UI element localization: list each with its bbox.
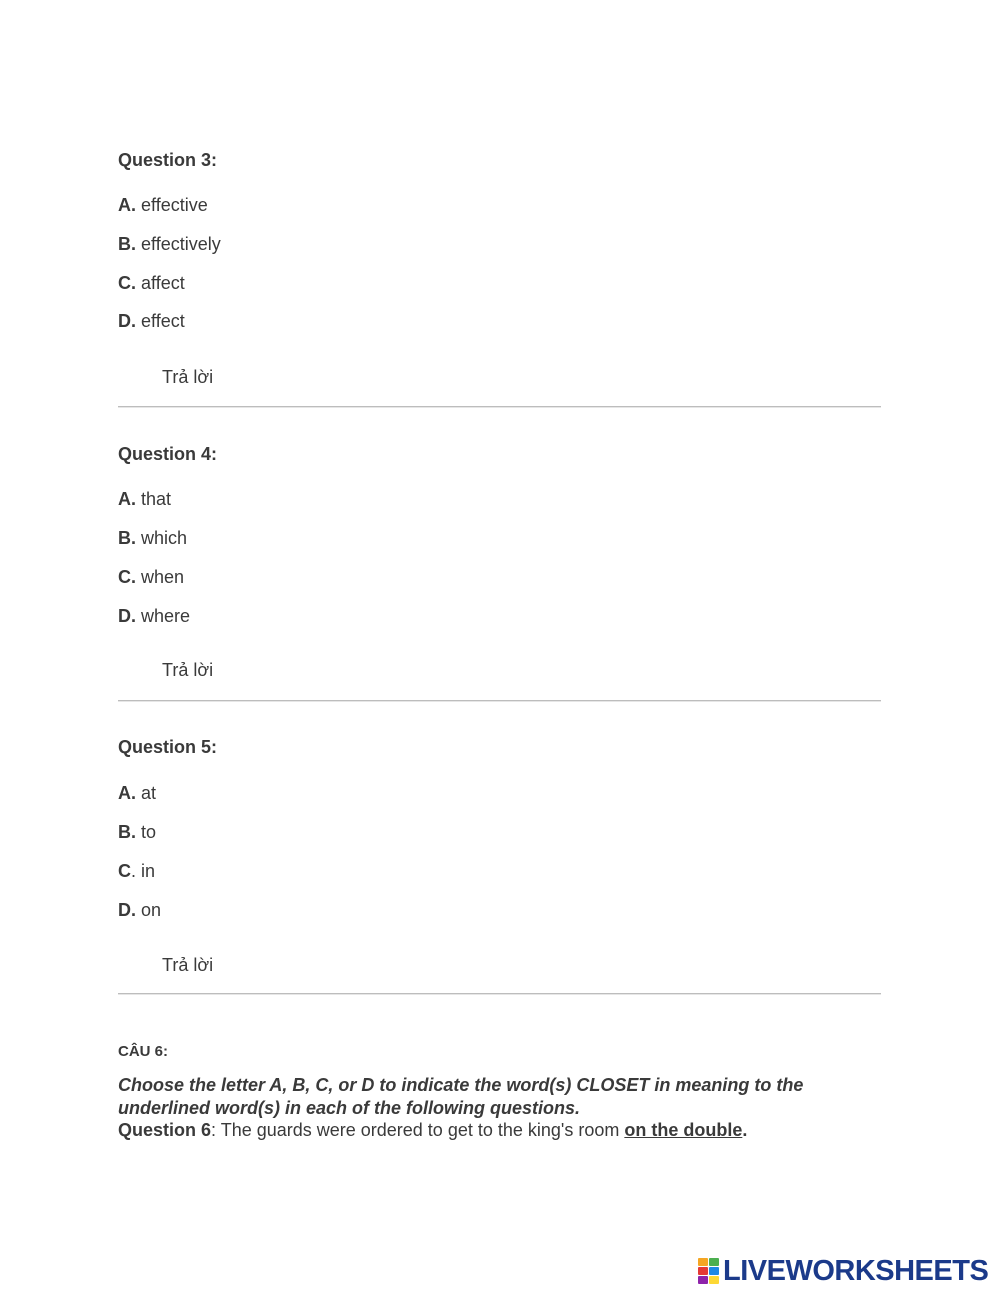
option-letter: A. bbox=[118, 489, 136, 509]
option-a[interactable] bbox=[118, 195, 208, 216]
divider bbox=[118, 700, 881, 702]
option-text: affect bbox=[136, 273, 185, 293]
question-title: Question 3: bbox=[118, 150, 218, 170]
logo-block bbox=[698, 1267, 708, 1275]
option-text: . in bbox=[131, 861, 156, 881]
option-text: which bbox=[136, 528, 188, 548]
option-letter: B. bbox=[118, 234, 136, 254]
logo-block bbox=[709, 1267, 719, 1275]
question-6-text: : The guards were ordered to get to the king's room bbox=[211, 1120, 625, 1140]
question-title: Question 5: bbox=[118, 737, 218, 757]
option-text: to bbox=[136, 822, 157, 842]
option-text: that bbox=[136, 489, 172, 509]
option-letter: D. bbox=[118, 900, 136, 920]
option-letter: D. bbox=[118, 606, 136, 626]
liveworksheets-logo bbox=[698, 1256, 988, 1286]
option-text: on bbox=[136, 900, 162, 920]
logo-text: LIVEWORKSHEETS bbox=[723, 1255, 989, 1287]
answer-field[interactable]: Trả lời bbox=[162, 955, 214, 975]
logo-block bbox=[698, 1276, 708, 1284]
answer-field[interactable]: Trả lời bbox=[162, 660, 214, 680]
underlined-phrase: on the double bbox=[624, 1120, 743, 1140]
option-d[interactable] bbox=[118, 606, 190, 627]
option-letter: A. bbox=[118, 783, 136, 803]
logo-block bbox=[698, 1258, 708, 1266]
option-a[interactable] bbox=[118, 783, 156, 804]
option-d[interactable] bbox=[118, 311, 185, 332]
option-letter: C bbox=[118, 861, 131, 881]
option-text: at bbox=[136, 783, 157, 803]
option-text: effect bbox=[136, 311, 185, 331]
logo-block bbox=[709, 1258, 719, 1266]
option-a[interactable] bbox=[118, 489, 171, 510]
answer-field[interactable]: Trả lời bbox=[162, 367, 214, 387]
divider bbox=[118, 993, 881, 995]
option-letter: D. bbox=[118, 311, 136, 331]
option-letter: B. bbox=[118, 822, 136, 842]
option-b[interactable] bbox=[118, 234, 221, 255]
question-title: Question 4: bbox=[118, 444, 218, 464]
divider bbox=[118, 406, 881, 408]
option-c[interactable] bbox=[118, 273, 185, 294]
option-text: where bbox=[136, 606, 191, 626]
instruction-text: Choose the letter A, B, C, or D to indicate the word(s) CLOSET in meaning to the underlined word(s) in each of the following questions. bbox=[118, 1075, 804, 1118]
question-6-label: Question 6 bbox=[118, 1120, 212, 1140]
logo-block bbox=[709, 1276, 719, 1284]
question-6-line bbox=[118, 1120, 747, 1141]
cau-6-label: CÂU 6: bbox=[118, 1043, 169, 1060]
option-b[interactable] bbox=[118, 822, 156, 843]
option-letter: C. bbox=[118, 273, 136, 293]
option-letter: B. bbox=[118, 528, 136, 548]
option-letter: C. bbox=[118, 567, 136, 587]
option-text: effective bbox=[136, 195, 208, 215]
question-6-end: . bbox=[742, 1120, 748, 1140]
option-c[interactable] bbox=[118, 861, 155, 882]
option-letter: A. bbox=[118, 195, 136, 215]
logo-blocks-icon bbox=[698, 1258, 719, 1284]
option-d[interactable] bbox=[118, 900, 161, 921]
option-b[interactable] bbox=[118, 528, 187, 549]
option-text: when bbox=[136, 567, 185, 587]
option-text: effectively bbox=[136, 234, 221, 254]
option-c[interactable] bbox=[118, 567, 184, 588]
